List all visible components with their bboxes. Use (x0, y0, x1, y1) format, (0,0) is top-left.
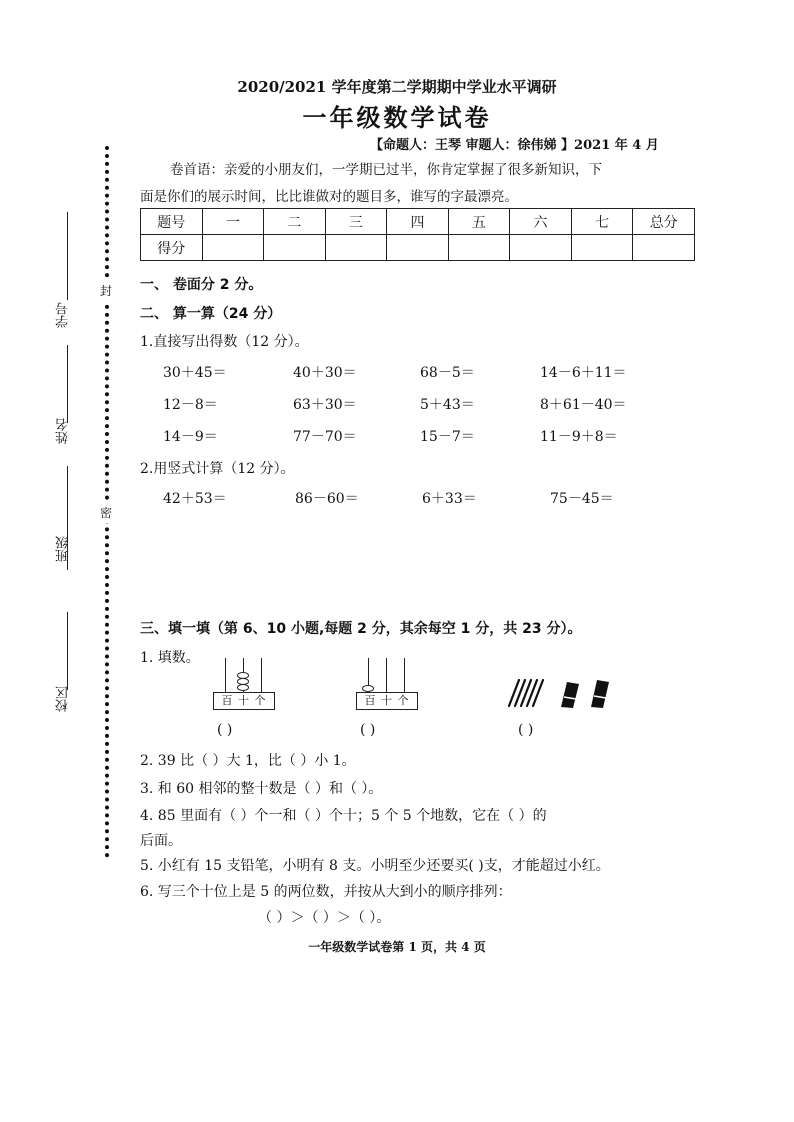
calc-item: 40＋30＝ (293, 365, 357, 381)
name-label: 姓名 (56, 418, 71, 444)
calc-item: 14－9＝ (163, 429, 218, 445)
q3-6-answer-line[interactable]: （ ）＞（ ）＞（ ）。 (258, 910, 391, 926)
calc-item: 5＋43＝ (420, 397, 475, 413)
seal-char-feng: 封 (100, 280, 112, 301)
score-header-cell: 六 (510, 209, 572, 235)
abacus-rod-ones (261, 658, 262, 692)
q3-5: 5. 小红有 15 支铅笔，小明有 8 支。小明至少还要买( )支，才能超过小红。 (140, 858, 610, 874)
score-cell[interactable] (387, 235, 449, 261)
score-row-label: 得分 (141, 235, 203, 261)
abacus-rod-tens (386, 658, 387, 692)
answer-blank[interactable]: ( ) (518, 722, 534, 738)
abacus-bead (237, 684, 249, 691)
q2-2-title: 2.用竖式计算（12 分）。 (140, 461, 295, 477)
score-cell[interactable] (571, 235, 633, 261)
score-cell[interactable] (448, 235, 510, 261)
score-cell[interactable] (633, 235, 695, 261)
seal-char-mi: 密 (100, 502, 112, 523)
score-table-score-row (141, 235, 695, 261)
q3-3: 3. 和 60 相邻的整十数是（ ）和（ ）。 (140, 781, 383, 797)
score-header-cell: 题号 (141, 209, 203, 235)
score-header-cell: 总分 (633, 209, 695, 235)
score-table-header-row (141, 209, 695, 235)
name-line (67, 345, 68, 423)
answer-blank[interactable]: ( ) (360, 722, 376, 738)
section-1-title: 一、 卷面分 2 分。 (140, 277, 263, 293)
score-header-cell: 五 (448, 209, 510, 235)
answer-blank[interactable]: ( ) (217, 722, 233, 738)
calc-item: 14－6＋11＝ (540, 365, 627, 381)
q3-1-label: 1. 填数。 (140, 650, 200, 666)
q3-2: 2. 39 比（ ）大 1，比（ ）小 1。 (140, 753, 356, 769)
q3-6: 6. 写三个十位上是 5 的两位数，并按从大到小的顺序排列： (140, 884, 512, 900)
score-cell[interactable] (510, 235, 572, 261)
page-footer: 一年级数学试卷第 1 页，共 4 页 (308, 940, 486, 954)
score-header-cell: 七 (571, 209, 633, 235)
abacus-bead (362, 685, 374, 692)
score-cell[interactable] (202, 235, 264, 261)
calc-item: 8＋61－40＝ (540, 397, 627, 413)
calc-item: 68－5＝ (420, 365, 475, 381)
authors-line: 【命题人：王琴 审题人：徐伟娣 】2021 年 4 月 (370, 138, 659, 153)
calc-item: 12－8＝ (163, 397, 218, 413)
vertical-calc-item: 6＋33＝ (422, 491, 477, 507)
score-header-cell: 一 (202, 209, 264, 235)
vertical-calc-item: 86－60＝ (295, 491, 359, 507)
abacus-2 (356, 658, 418, 710)
abacus-rod-hundreds (225, 658, 226, 692)
score-cell[interactable] (325, 235, 387, 261)
calc-item: 15－7＝ (420, 429, 475, 445)
intro-line-2: 面是你们的展示时间，比比谁做对的题目多，谁写的字最漂亮。 (140, 189, 518, 205)
counting-sticks-icon (505, 676, 617, 710)
q3-4-line-1: 4. 85 里面有（ ）个一和（ ）个十；5 个 5 个地数，它在（ ）的 (140, 808, 547, 824)
abacus-place-label: 百 十 个 (213, 692, 275, 710)
score-header-cell: 三 (325, 209, 387, 235)
calc-item: 77－70＝ (293, 429, 357, 445)
student-id-label: 学号 (56, 302, 71, 328)
calc-item: 63＋30＝ (293, 397, 357, 413)
score-header-cell: 四 (387, 209, 449, 235)
abacus-rod-ones (404, 658, 405, 692)
abacus-1 (213, 658, 275, 710)
intro-line-1: 卷首语：亲爱的小朋友们，一学期已过半，你肯定掌握了很多新知识，下 (170, 162, 602, 178)
abacus-place-label: 百 十 个 (356, 692, 418, 710)
q3-4-line-2: 后面。 (140, 833, 182, 849)
score-cell[interactable] (264, 235, 326, 261)
campus-label: 校区 (56, 686, 71, 712)
page-title: 一年级数学试卷 (302, 103, 492, 132)
section-3-title: 三、填一填（第 6、10 小题,每题 2 分，其余每空 1 分，共 23 分）。 (140, 621, 582, 637)
q2-1-title: 1.直接写出得数（12 分）。 (140, 334, 309, 350)
calc-item: 11－9＋8＝ (540, 429, 618, 445)
score-header-cell: 二 (264, 209, 326, 235)
section-2-title: 二、 算一算（24 分） (140, 306, 282, 322)
student-id-line (67, 212, 68, 300)
vertical-calc-item: 42＋53＝ (163, 491, 227, 507)
class-label: 班级 (56, 536, 71, 562)
score-table (140, 208, 695, 261)
title-line-1: 2020/2021 学年度第二学期期中学业水平调研 (237, 78, 557, 96)
vertical-calc-item: 75－45＝ (550, 491, 614, 507)
campus-line (67, 612, 68, 690)
calc-item: 30＋45＝ (163, 365, 227, 381)
